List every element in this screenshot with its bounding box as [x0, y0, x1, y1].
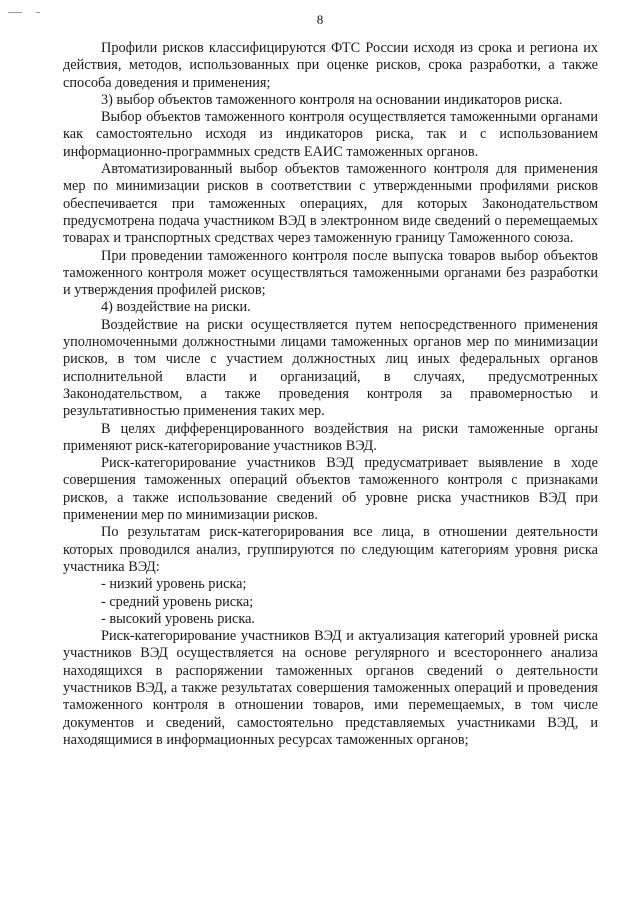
paragraph: Выбор объектов таможенного контроля осуществляется таможенными органами как самостоятельно исходя из индикаторов риска, так и с использованием информационно-программных средств ЕАИС таможенных органов.	[63, 109, 598, 160]
paragraph: По результатам риск-категорирования все лица, в отношении деятельности которых проводился анализ, группируются по следующим категориям уровня риска участника ВЭД:	[63, 524, 598, 575]
list-item: 3) выбор объектов таможенного контроля на основании индикаторов риска.	[101, 91, 563, 108]
paragraph: Профили рисков классифицируются ФТС России исходя из срока и региона их действия, методов, использованных при оценке рисков, срока разработки, а также способа доведения и применения;	[63, 40, 598, 91]
paragraph: В целях дифференцированного воздействия на риски таможенные органы применяют риск-категорирование участников ВЭД.	[63, 420, 598, 454]
risk-level-item: - средний уровень риска;	[101, 593, 254, 610]
page-number: 8	[316, 12, 324, 27]
list-item: 4) воздействие на риски.	[101, 299, 251, 316]
document-body	[63, 40, 598, 749]
risk-level-item: - низкий уровень риска;	[101, 576, 247, 593]
paragraph: Риск-категорирование участников ВЭД предусматривает выявление в ходе совершения таможенных операций объектов таможенного контроля с признаками рисков, а также использование сведений об уровне риска участников ВЭД при применении мер по минимизации рисков.	[63, 455, 598, 524]
paragraph: Риск-категорирование участников ВЭД и актуализация категорий уровней риска участников ВЭД осуществляется на основе регулярного и всестороннего анализа находящихся в распоряжении таможенных органов сведений о деятельности участников ВЭД, а также результатах совершения таможенных операций и проведения таможенного контроля в отношении товаров, ими перемещаемых, в том числе документов и сведений, самостоятельно представляемых участниками ВЭД, и находящимися в информационных ресурсах таможенных органов;	[63, 628, 598, 748]
paragraph: При проведении таможенного контроля после выпуска товаров выбор объектов таможенного контроля может осуществляться таможенными органами без разработки и утверждения профилей рисков;	[63, 247, 598, 299]
paragraph: Воздействие на риски осуществляется путем непосредственного применения уполномоченными должностными лицами таможенных органов мер по минимизации рисков, в том числе с участием должностных лиц иных федеральных органов исполнительной власти и организаций, в случаях, предусмотренных Законодательством, а также проведения контроля за правомерностью и результативностью применения таких мер.	[63, 316, 598, 420]
paragraph: Автоматизированный выбор объектов таможенного контроля для применения мер по минимизации рисков в соответствии с утвержденными профилями рисков обеспечивается при таможенных операциях, для которых Законодательством предусмотрена подача участником ВЭД в электронном виде сведений о перемещаемых товарах и транспортных средствах через таможенную границу Таможенного союза.	[63, 161, 598, 247]
risk-level-item: - высокий уровень риска.	[101, 610, 256, 627]
